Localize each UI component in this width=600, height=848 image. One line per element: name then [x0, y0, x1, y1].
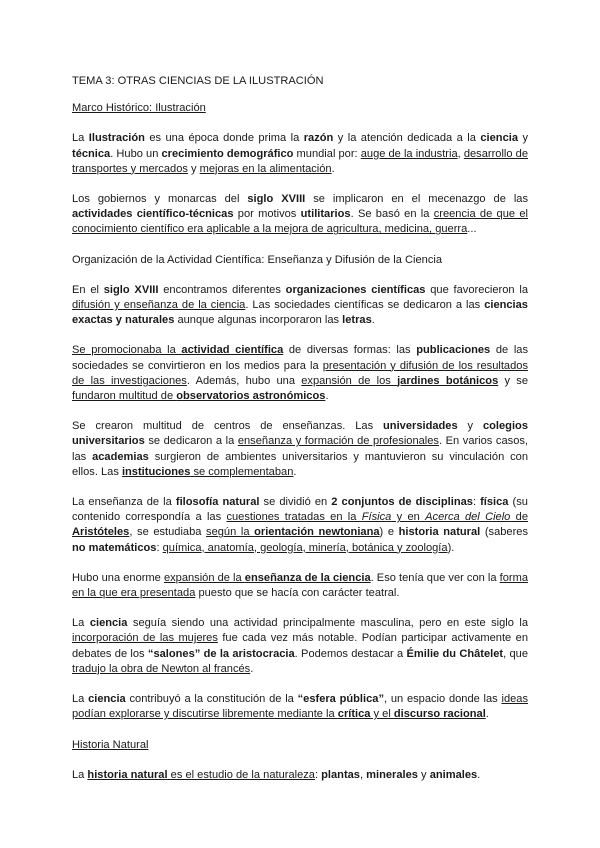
- paragraph-esfera-publica: La ciencia contribuyó a la constitución de la “esfera pública”, un espacio donde las ideas podían explorarse y discutirse libremente mediante la crítica y el discurso racional.: [72, 693, 529, 721]
- document-page: [72, 74, 528, 798]
- paragraph-promocion: Se promocionaba la actividad científica de diversas formas: las publicaciones de las sociedades se convirtieron en los medios para la presentación y difusión de los resultados de las investigaciones. Además, hubo una expansión de los jardines botánicos y se fundaron multitud de observatorios astronómicos.: [72, 344, 529, 403]
- paragraph-mecenazgo: Los gobiernos y monarcas del siglo XVIII se implicaron en el mecenazgo de las actividades científico-técnicas por motivos utilitarios. Se basó en la creencia de que el conocimiento científico era aplicable a la mejora de agricultura, medicina, guerra...: [72, 193, 529, 236]
- section-heading-marco: Marco Histórico: Ilustración: [72, 102, 206, 115]
- paragraph-ensenanzas: Se crearon multitud de centros de enseñanzas. Las universidades y colegios universitarios se dedicaron a la enseñanza y formación de profesionales. En varios casos, las academias surgieron de ambientes universitarios y mantuvieron su vinculación con ellos. Las instituciones se complementaban.: [72, 420, 529, 478]
- paragraph-mujeres: La ciencia seguía siendo una actividad principalmente masculina, pero en este siglo la incorporación de las mujeres fue cada vez más notable. Podían participar activamente en debates de los “salones” de la aristocracia. Podemos destacar a Émilie du Châtelet, que tradujo la obra de Newton al francés.: [72, 617, 528, 675]
- page-title: TEMA 3: OTRAS CIENCIAS DE LA ILUSTRACIÓN: [72, 75, 324, 87]
- paragraph-ilustracion: La Ilustración es una época donde prima la razón y la atención dedicada a la ciencia y técnica. Hubo un crecimiento demográfico mundial por: auge de la industria, desarrollo de transportes y mercados y mejoras en la alimentación.: [72, 132, 528, 175]
- paragraph-expansion: Hubo una enorme expansión de la enseñanza de la ciencia. Eso tenía que ver con la forma en la que era presentada puesto que se hacía con carácter teatral.: [72, 571, 528, 600]
- paragraph-filosofia-natural: La enseñanza de la filosofía natural se dividió en 2 conjuntos de disciplinas: física (su contenido correspondía a las cuestiones tratadas en la Física y en Acerca del Cielo de Aristóteles, se estudiaba según la orientación newtoniana) e historia natural (saberes no matemáticos: química, anatomía, geología, minería, botánica y zoología).: [72, 496, 529, 554]
- section-heading-organizacion: Organización de la Actividad Científica: Enseñanza y Difusión de la Ciencia: [72, 253, 442, 266]
- paragraph-organizaciones: En el siglo XVIII encontramos diferentes organizaciones científicas que favorecieron la difusión y enseñanza de la ciencia. Las sociedades científicas se dedicaron a las ciencias exactas y naturales aunque algunas incorporaron las letras.: [72, 283, 528, 327]
- paragraph-historia-natural: La historia natural es el estudio de la naturaleza: plantas, minerales y animales.: [72, 768, 481, 781]
- section-heading-historia: Historia Natural: [72, 738, 149, 751]
